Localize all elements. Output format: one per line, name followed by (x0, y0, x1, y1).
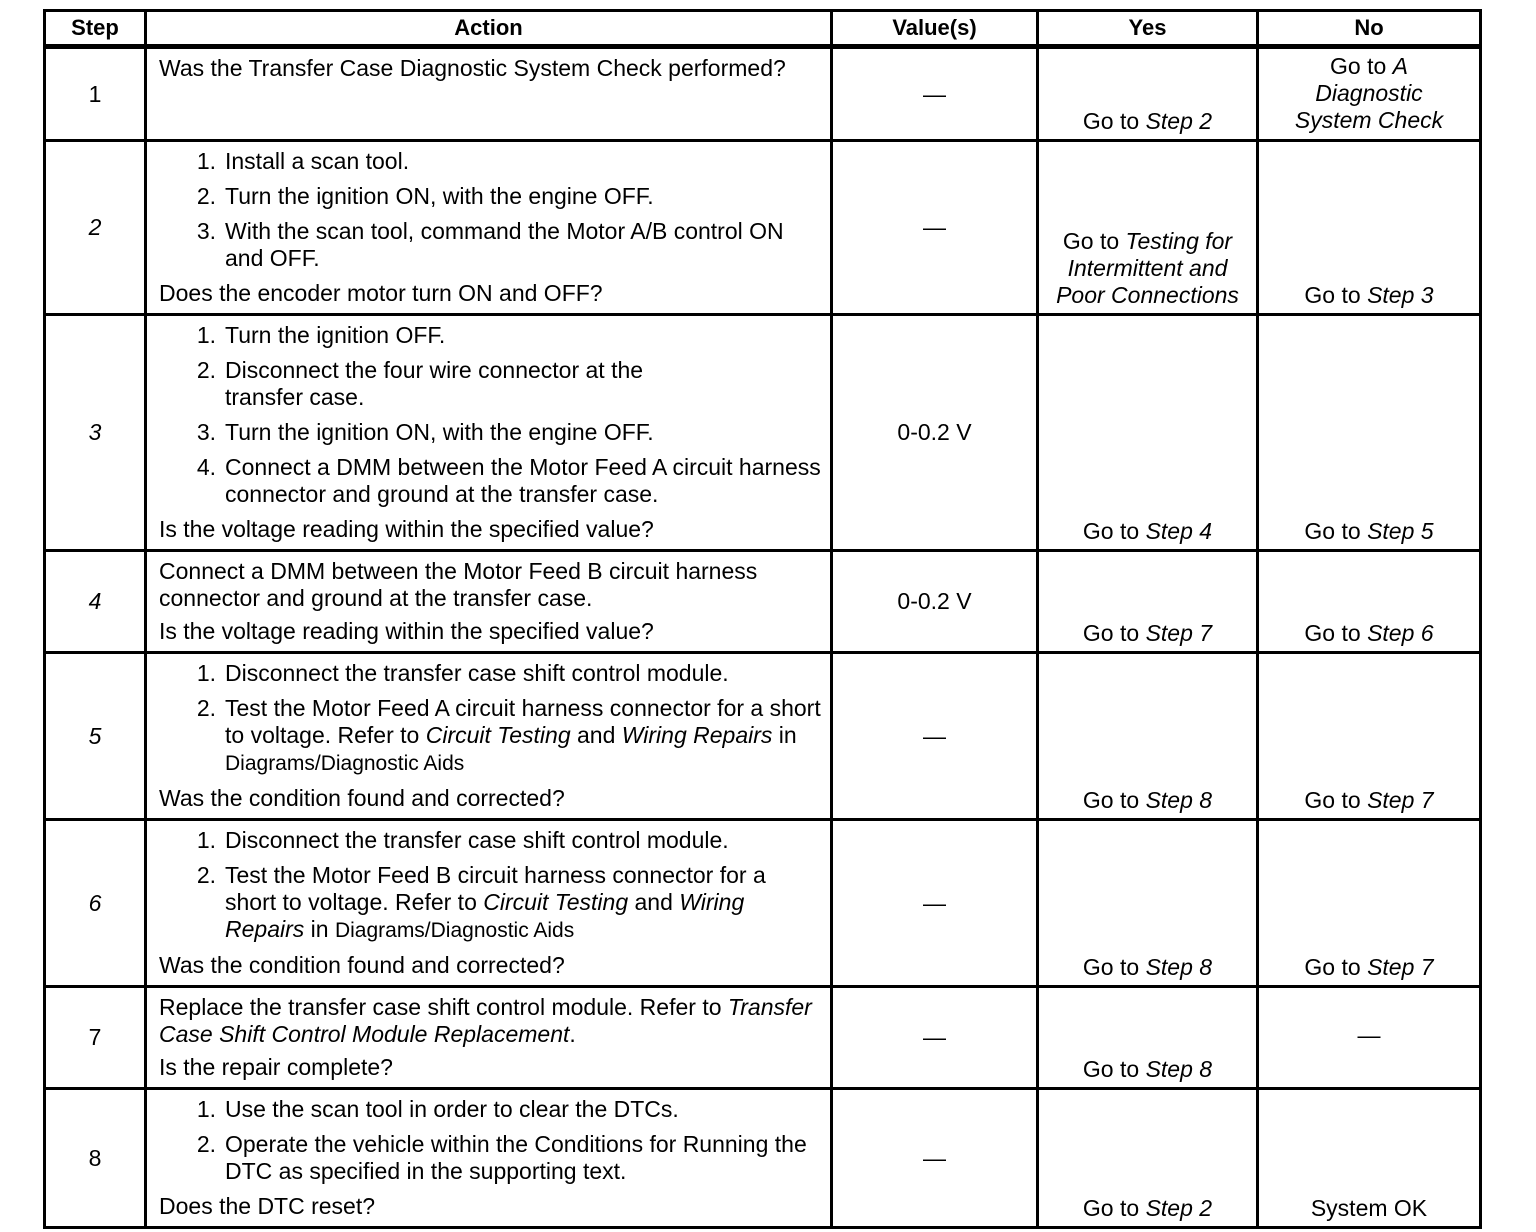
step-number: 2 (45, 141, 146, 315)
question: Was the Transfer Case Diagnostic System Check performed? (159, 55, 786, 81)
yes-cell (1038, 47, 1258, 141)
list-item: 2. Test the Motor Feed A circuit harness connector for a short to voltage. Refer to Circuit Testing and Wiring Repairs in Diagrams/Diagnostic Aids (196, 695, 821, 775)
yes-target: Step 8 (1145, 1056, 1213, 1082)
header-no: No (1258, 11, 1481, 47)
yes-prefix: Go to (1082, 620, 1140, 646)
action-cell (146, 315, 832, 551)
value-cell: — (832, 47, 1038, 141)
yes-prefix: Go to (1082, 787, 1140, 813)
list-item: 2. Operate the vehicle within the Conditions for Running the DTC as specified in the supporting text. (196, 1131, 807, 1184)
action-cell (146, 1089, 832, 1228)
no-target: Step 7 (1367, 787, 1434, 813)
action-list (159, 660, 822, 785)
reference-link: Wiring Repairs (621, 722, 773, 748)
value-cell: 0-0.2 V (832, 315, 1038, 551)
yes-prefix: Go to (1082, 954, 1140, 980)
action-cell (146, 653, 832, 820)
table-row (45, 551, 1481, 653)
step-number: 6 (45, 820, 146, 987)
table-row (45, 315, 1481, 551)
no-cell: — (1258, 987, 1481, 1089)
yes-target: Step 8 (1145, 787, 1213, 813)
reference-link: Circuit Testing (425, 722, 571, 748)
yes-prefix: Go to (1062, 228, 1120, 254)
list-item: 1. Turn the ignition OFF. (196, 322, 446, 348)
question: Does the encoder motor turn ON and OFF? (159, 280, 603, 306)
list-item: 3. With the scan tool, command the Motor A/B control ON and OFF. (196, 218, 784, 271)
action-cell (146, 987, 832, 1089)
list-item: 2. Test the Motor Feed B circuit harness connector for a short to voltage. Refer to Circuit Testing and Wiring Repairs in Diagrams/Diagnostic Aids (196, 862, 766, 942)
no-prefix: Go to (1304, 518, 1361, 544)
action-list (159, 322, 822, 516)
table-row (45, 820, 1481, 987)
list-item: 1. Disconnect the transfer case shift control module. (196, 660, 729, 686)
reference-link: Circuit Testing (483, 889, 629, 915)
action-cell (146, 47, 832, 141)
question: Is the repair complete? (159, 1054, 393, 1080)
value-cell: — (832, 653, 1038, 820)
yes-target: Step 8 (1145, 954, 1213, 980)
no-prefix: Go to (1330, 53, 1387, 79)
question: Was the condition found and corrected? (159, 785, 565, 811)
yes-target: Step 7 (1145, 620, 1213, 646)
header-step: Step (45, 11, 146, 47)
no-cell (1258, 47, 1481, 141)
diagnostic-table (43, 9, 1482, 1229)
reference-link: Transfer Case Shift Control Module Replacement (159, 994, 812, 1047)
no-cell (1258, 141, 1481, 315)
no-cell (1258, 653, 1481, 820)
header-row (45, 11, 1481, 47)
header-yes: Yes (1038, 11, 1258, 47)
list-item: 1. Disconnect the transfer case shift control module. (196, 827, 729, 853)
no-prefix: Go to (1304, 954, 1361, 980)
list-item: 1. Use the scan tool in order to clear the DTCs. (196, 1096, 679, 1122)
yes-prefix: Go to (1082, 518, 1140, 544)
table-row (45, 47, 1481, 141)
step-number: 4 (45, 551, 146, 653)
action-cell (146, 551, 832, 653)
table-row (45, 653, 1481, 820)
yes-cell (1038, 141, 1258, 315)
value-cell: — (832, 141, 1038, 315)
yes-prefix: Go to (1082, 1056, 1140, 1082)
question: Is the voltage reading within the specified value? (159, 516, 654, 542)
list-item: 1. Install a scan tool. (196, 148, 410, 174)
step-number: 5 (45, 653, 146, 820)
no-cell: System OK (1258, 1089, 1481, 1228)
list-item: 3. Turn the ignition ON, with the engine OFF. (196, 419, 654, 445)
list-item: 4. Connect a DMM between the Motor Feed A circuit harness connector and ground at the transfer case. (196, 454, 821, 507)
action-cell (146, 820, 832, 987)
no-cell (1258, 820, 1481, 987)
step-number: 7 (45, 987, 146, 1089)
reference-link: Diagrams/Diagnostic Aids (334, 919, 575, 942)
no-cell (1258, 551, 1481, 653)
action-list (159, 148, 822, 280)
header-values: Value(s) (832, 11, 1038, 47)
step-number: 1 (45, 47, 146, 141)
yes-cell (1038, 987, 1258, 1089)
no-target: Step 5 (1367, 518, 1434, 544)
no-target: Step 7 (1367, 954, 1434, 980)
value-cell: — (832, 987, 1038, 1089)
step-number: 3 (45, 315, 146, 551)
yes-cell (1038, 315, 1258, 551)
yes-target: Step 4 (1145, 518, 1213, 544)
value-cell: — (832, 1089, 1038, 1228)
no-target: Step 3 (1367, 282, 1434, 308)
no-prefix: Go to (1304, 787, 1361, 813)
reference-link: Diagrams/Diagnostic Aids (225, 752, 465, 775)
yes-prefix: Go to (1082, 108, 1140, 134)
no-cell (1258, 315, 1481, 551)
yes-cell (1038, 1089, 1258, 1228)
no-target-a: A (1392, 53, 1408, 79)
yes-cell (1038, 820, 1258, 987)
yes-target: Step 2 (1145, 1195, 1213, 1221)
list-item: 2. Turn the ignition ON, with the engine OFF. (196, 183, 654, 209)
no-target: Step 6 (1367, 620, 1434, 646)
yes-cell (1038, 653, 1258, 820)
action-text: Replace the transfer case shift control module. Refer to Transfer Case Shift Control Module Replacement. (159, 994, 812, 1047)
step-number: 8 (45, 1089, 146, 1228)
question: Is the voltage reading within the specified value? (159, 618, 654, 644)
table-row (45, 1089, 1481, 1228)
header-action: Action (146, 11, 832, 47)
reference-link: Wiring Repairs (225, 889, 745, 942)
yes-target: Step 2 (1145, 108, 1213, 134)
yes-target: Testing for Intermittent and Poor Connections (1056, 228, 1239, 308)
no-prefix: Go to (1304, 620, 1361, 646)
table-row (45, 987, 1481, 1089)
question: Was the condition found and corrected? (159, 952, 565, 978)
action-list (159, 1096, 822, 1193)
action-text: Connect a DMM between the Motor Feed B circuit harness connector and ground at the transfer case. (159, 558, 758, 611)
no-target-b: Diagnostic (1315, 80, 1423, 106)
no-target-c: System Check (1294, 107, 1444, 133)
list-item: 2. Disconnect the four wire connector at the transfer case. (196, 357, 644, 410)
table-row (45, 141, 1481, 315)
value-cell: — (832, 820, 1038, 987)
no-prefix: Go to (1304, 282, 1361, 308)
question: Does the DTC reset? (159, 1193, 376, 1219)
action-list (159, 827, 822, 952)
value-cell: 0-0.2 V (832, 551, 1038, 653)
yes-prefix: Go to (1082, 1195, 1140, 1221)
action-cell (146, 141, 832, 315)
yes-cell (1038, 551, 1258, 653)
